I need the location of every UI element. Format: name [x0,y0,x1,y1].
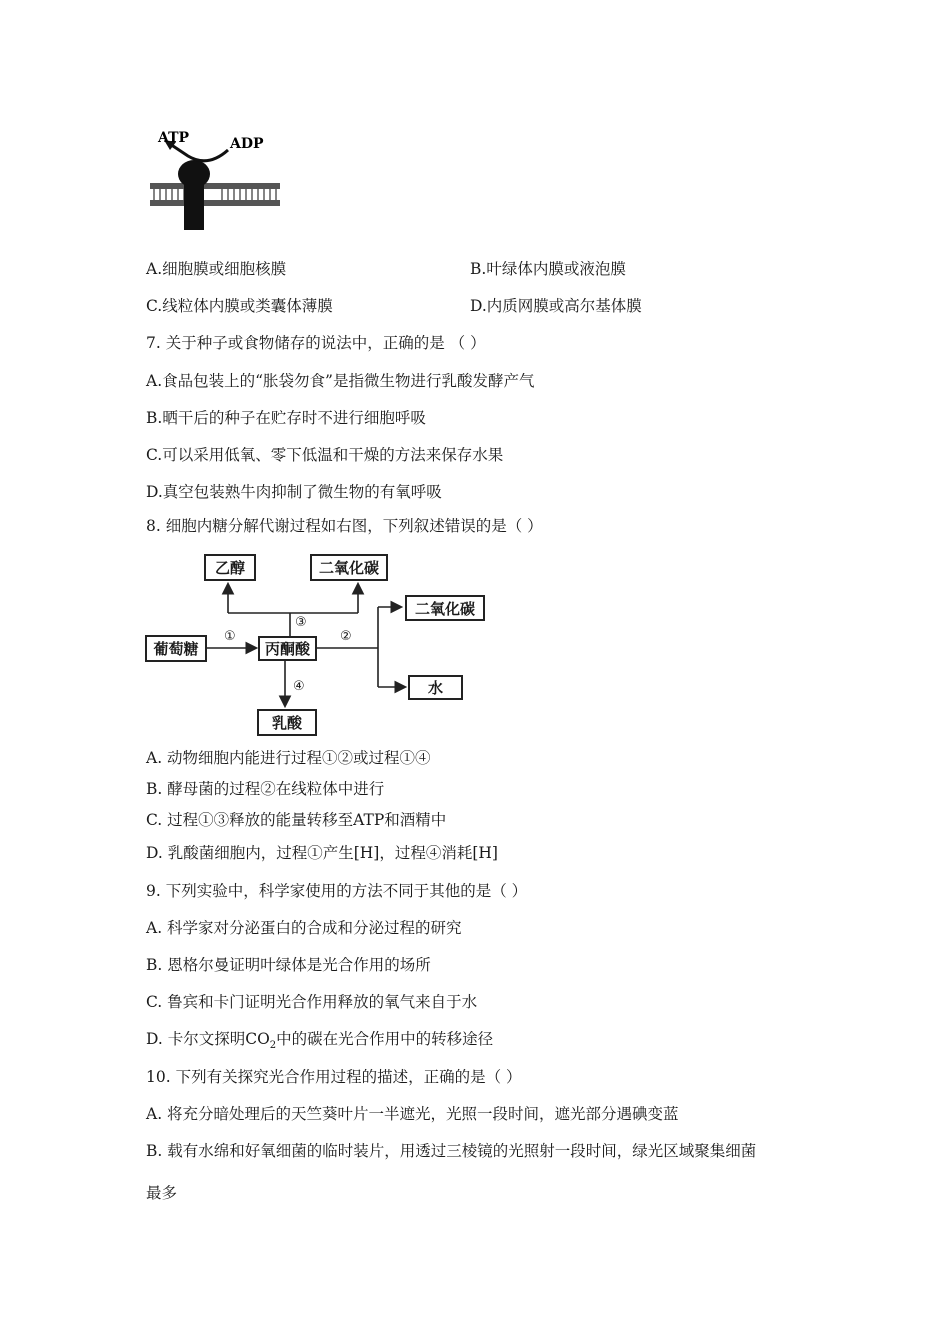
q8-option-c: C. 过程①③释放的能量转移至ATP和酒精中 [146,811,447,829]
atp-label: ATP [158,130,190,146]
q6-option-d: D.内质网膜或高尔基体膜 [470,297,642,315]
reaction-arrow [170,144,228,161]
q10-option-b-continued: 最多 [146,1184,178,1202]
step-3-label: ③ [295,615,307,630]
q8-stem: 8. 细胞内糖分解代谢过程如右图，下列叙述错误的是（ ） [146,517,543,535]
q7-option-b: B.晒干后的种子在贮存时不进行细胞呼吸 [146,409,426,427]
co2-top-box: 二氧化碳 [310,554,388,581]
membrane-atp-figure [148,128,288,238]
q9-option-a: A. 科学家对分泌蛋白的合成和分泌过程的研究 [146,919,462,937]
water-box: 水 [408,675,463,700]
atp-synthase-protein [178,160,210,230]
q10-stem: 10. 下列有关探究光合作用过程的描述，正确的是（ ） [146,1068,522,1086]
q9-option-b: B. 恩格尔曼证明叶绿体是光合作用的场所 [146,956,431,974]
q9-option-d-sub: 2 [269,1040,277,1052]
adp-label: ADP [230,136,264,152]
q7-option-a: A.食品包装上的“胀袋勿食”是指微生物进行乳酸发酵产气 [146,372,535,390]
q6-option-c: C.线粒体内膜或类囊体薄膜 [146,297,333,315]
q9-stem: 9. 下列实验中，科学家使用的方法不同于其他的是（ ） [146,882,528,900]
pyruvate-box: 丙酮酸 [258,636,317,661]
q6-option-a: A.细胞膜或细胞核膜 [146,260,287,278]
co2-right-box: 二氧化碳 [405,595,485,621]
q9-option-c: C. 鲁宾和卡门证明光合作用释放的氧气来自于水 [146,993,478,1011]
q8-option-b: B. 酵母菌的过程②在线粒体中进行 [146,780,385,798]
step-1-label: ① [224,629,236,644]
q9-option-d-pre: D. 卡尔文探明CO [146,1030,270,1048]
q7-option-c: C.可以采用低氧、零下低温和干燥的方法来保存水果 [146,446,504,464]
ethanol-box: 乙醇 [204,554,256,581]
step-4-label: ④ [293,679,305,694]
q8-option-d: D. 乳酸菌细胞内，过程①产生[H]，过程④消耗[H] [146,844,498,862]
glycolysis-diagram [140,545,500,740]
q7-option-d: D.真空包装熟牛肉抑制了微生物的有氧呼吸 [146,483,442,501]
q10-option-a: A. 将充分暗处理后的天竺葵叶片一半遮光，光照一段时间，遮光部分遇碘变蓝 [146,1105,679,1123]
q10-option-b: B. 载有水绵和好氧细菌的临时装片，用透过三棱镜的光照射一段时间，绿光区域聚集细菌 [146,1142,757,1160]
q8-option-a: A. 动物细胞内能进行过程①②或过程①④ [146,749,431,767]
q9-option-d-post: 中的碳在光合作用中的转移途径 [276,1030,494,1048]
q9-option-d [146,1029,493,1056]
lactic-acid-box: 乳酸 [257,709,317,736]
step-2-label: ② [340,629,352,644]
lipid-bilayer [150,183,280,206]
q6-option-b: B.叶绿体内膜或液泡膜 [470,260,626,278]
glucose-box: 葡萄糖 [145,635,207,662]
q7-stem: 7. 关于种子或食物储存的说法中，正确的是 （ ） [146,334,486,352]
